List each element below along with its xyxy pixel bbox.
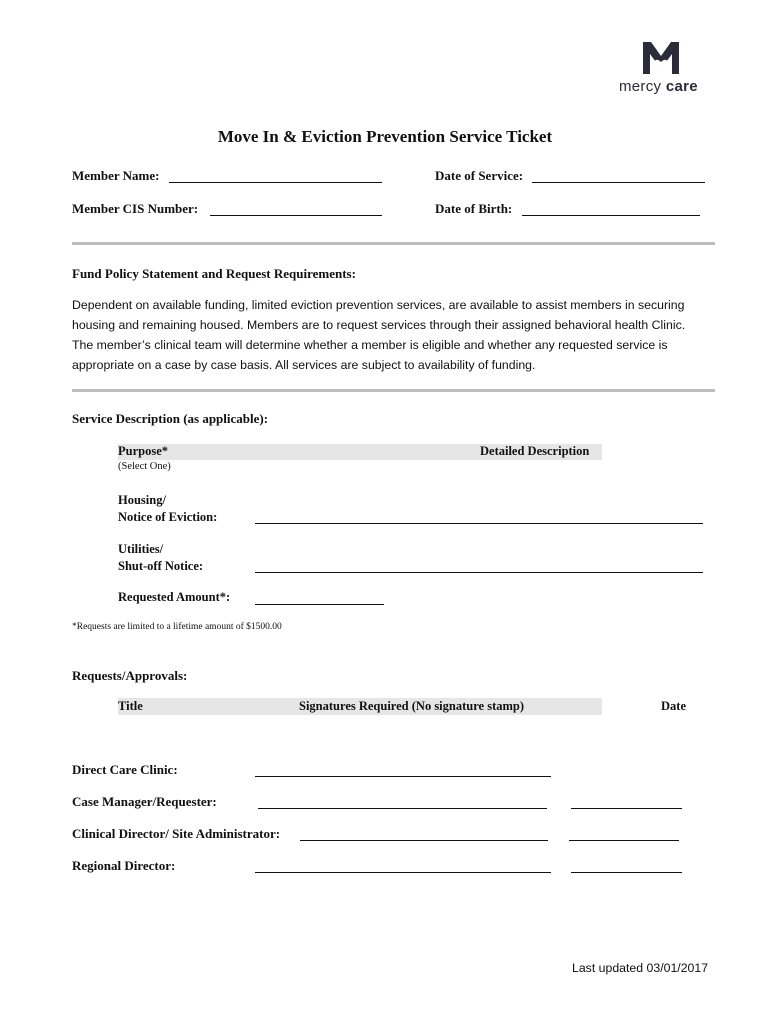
purpose-label: Purpose* xyxy=(118,444,168,458)
case-manager-signature-line[interactable] xyxy=(258,808,547,809)
logo-wordmark: mercy care xyxy=(619,78,698,95)
detailed-description-label: Detailed Description xyxy=(480,444,590,458)
housing-description-line[interactable] xyxy=(255,523,703,524)
col-date: Date xyxy=(661,699,686,713)
service-heading: Service Description (as applicable): xyxy=(72,411,269,426)
member-cis-field[interactable]: Member CIS Number: xyxy=(72,201,199,216)
last-updated: Last updated 03/01/2017 xyxy=(572,961,709,975)
amount-footnote: *Requests are limited to a lifetime amount of $1500.00 xyxy=(72,622,282,632)
policy-line: Dependent on available funding, limited eviction prevention services, are available to assist members in securing xyxy=(72,298,685,312)
member-cis-line[interactable] xyxy=(210,215,382,216)
case-manager-date-line[interactable] xyxy=(571,808,682,809)
clinical-director-signature-line[interactable] xyxy=(300,840,548,841)
clinical-director-date-line[interactable] xyxy=(569,840,679,841)
date-of-birth-field[interactable]: Date of Birth: xyxy=(435,201,513,216)
mercy-care-logo xyxy=(612,38,712,100)
housing-option[interactable]: Housing/ Notice of Eviction: xyxy=(118,493,218,524)
regional-director-date-line[interactable] xyxy=(571,872,682,873)
approvals-heading: Requests/Approvals: xyxy=(72,668,188,683)
policy-heading: Fund Policy Statement and Request Requirements: xyxy=(72,266,356,281)
policy-line: The member’s clinical team will determine whether a member is eligible and whether any requested service is xyxy=(72,338,668,352)
select-one-label: (Select One) xyxy=(118,461,171,472)
date-of-birth-line[interactable] xyxy=(522,215,700,216)
approval-row-regional-director: Regional Director: xyxy=(72,858,176,873)
policy-line: housing and remaining housed. Members are to request services through their assigned behavioral health Clinic. xyxy=(72,318,686,332)
member-name-field[interactable]: Member Name: xyxy=(72,168,160,183)
requested-amount-line[interactable] xyxy=(255,604,384,605)
approval-row-clinical-director: Clinical Director/ Site Administrator: xyxy=(72,826,281,841)
approval-row-case-manager: Case Manager/Requester: xyxy=(72,794,217,809)
policy-line: appropriate on a case by case basis. All services are subject to availability of funding. xyxy=(72,358,536,372)
direct-care-signature-line[interactable] xyxy=(255,776,551,777)
date-of-service-field[interactable]: Date of Service: xyxy=(435,168,524,183)
approval-row-direct-care: Direct Care Clinic: xyxy=(72,762,178,777)
member-name-line[interactable] xyxy=(169,182,382,183)
divider xyxy=(72,242,715,245)
divider xyxy=(72,389,715,392)
utilities-description-line[interactable] xyxy=(255,572,703,573)
date-of-service-line[interactable] xyxy=(532,182,705,183)
mercy-care-m-icon xyxy=(612,38,712,78)
col-title: Title xyxy=(118,699,143,713)
regional-director-signature-line[interactable] xyxy=(255,872,551,873)
requested-amount-label: Requested Amount*: xyxy=(118,590,231,604)
col-signatures: Signatures Required (No signature stamp) xyxy=(299,699,525,713)
page-title: Move In & Eviction Prevention Service Ticket xyxy=(217,127,553,146)
utilities-option[interactable]: Utilities/ Shut-off Notice: xyxy=(118,542,204,573)
